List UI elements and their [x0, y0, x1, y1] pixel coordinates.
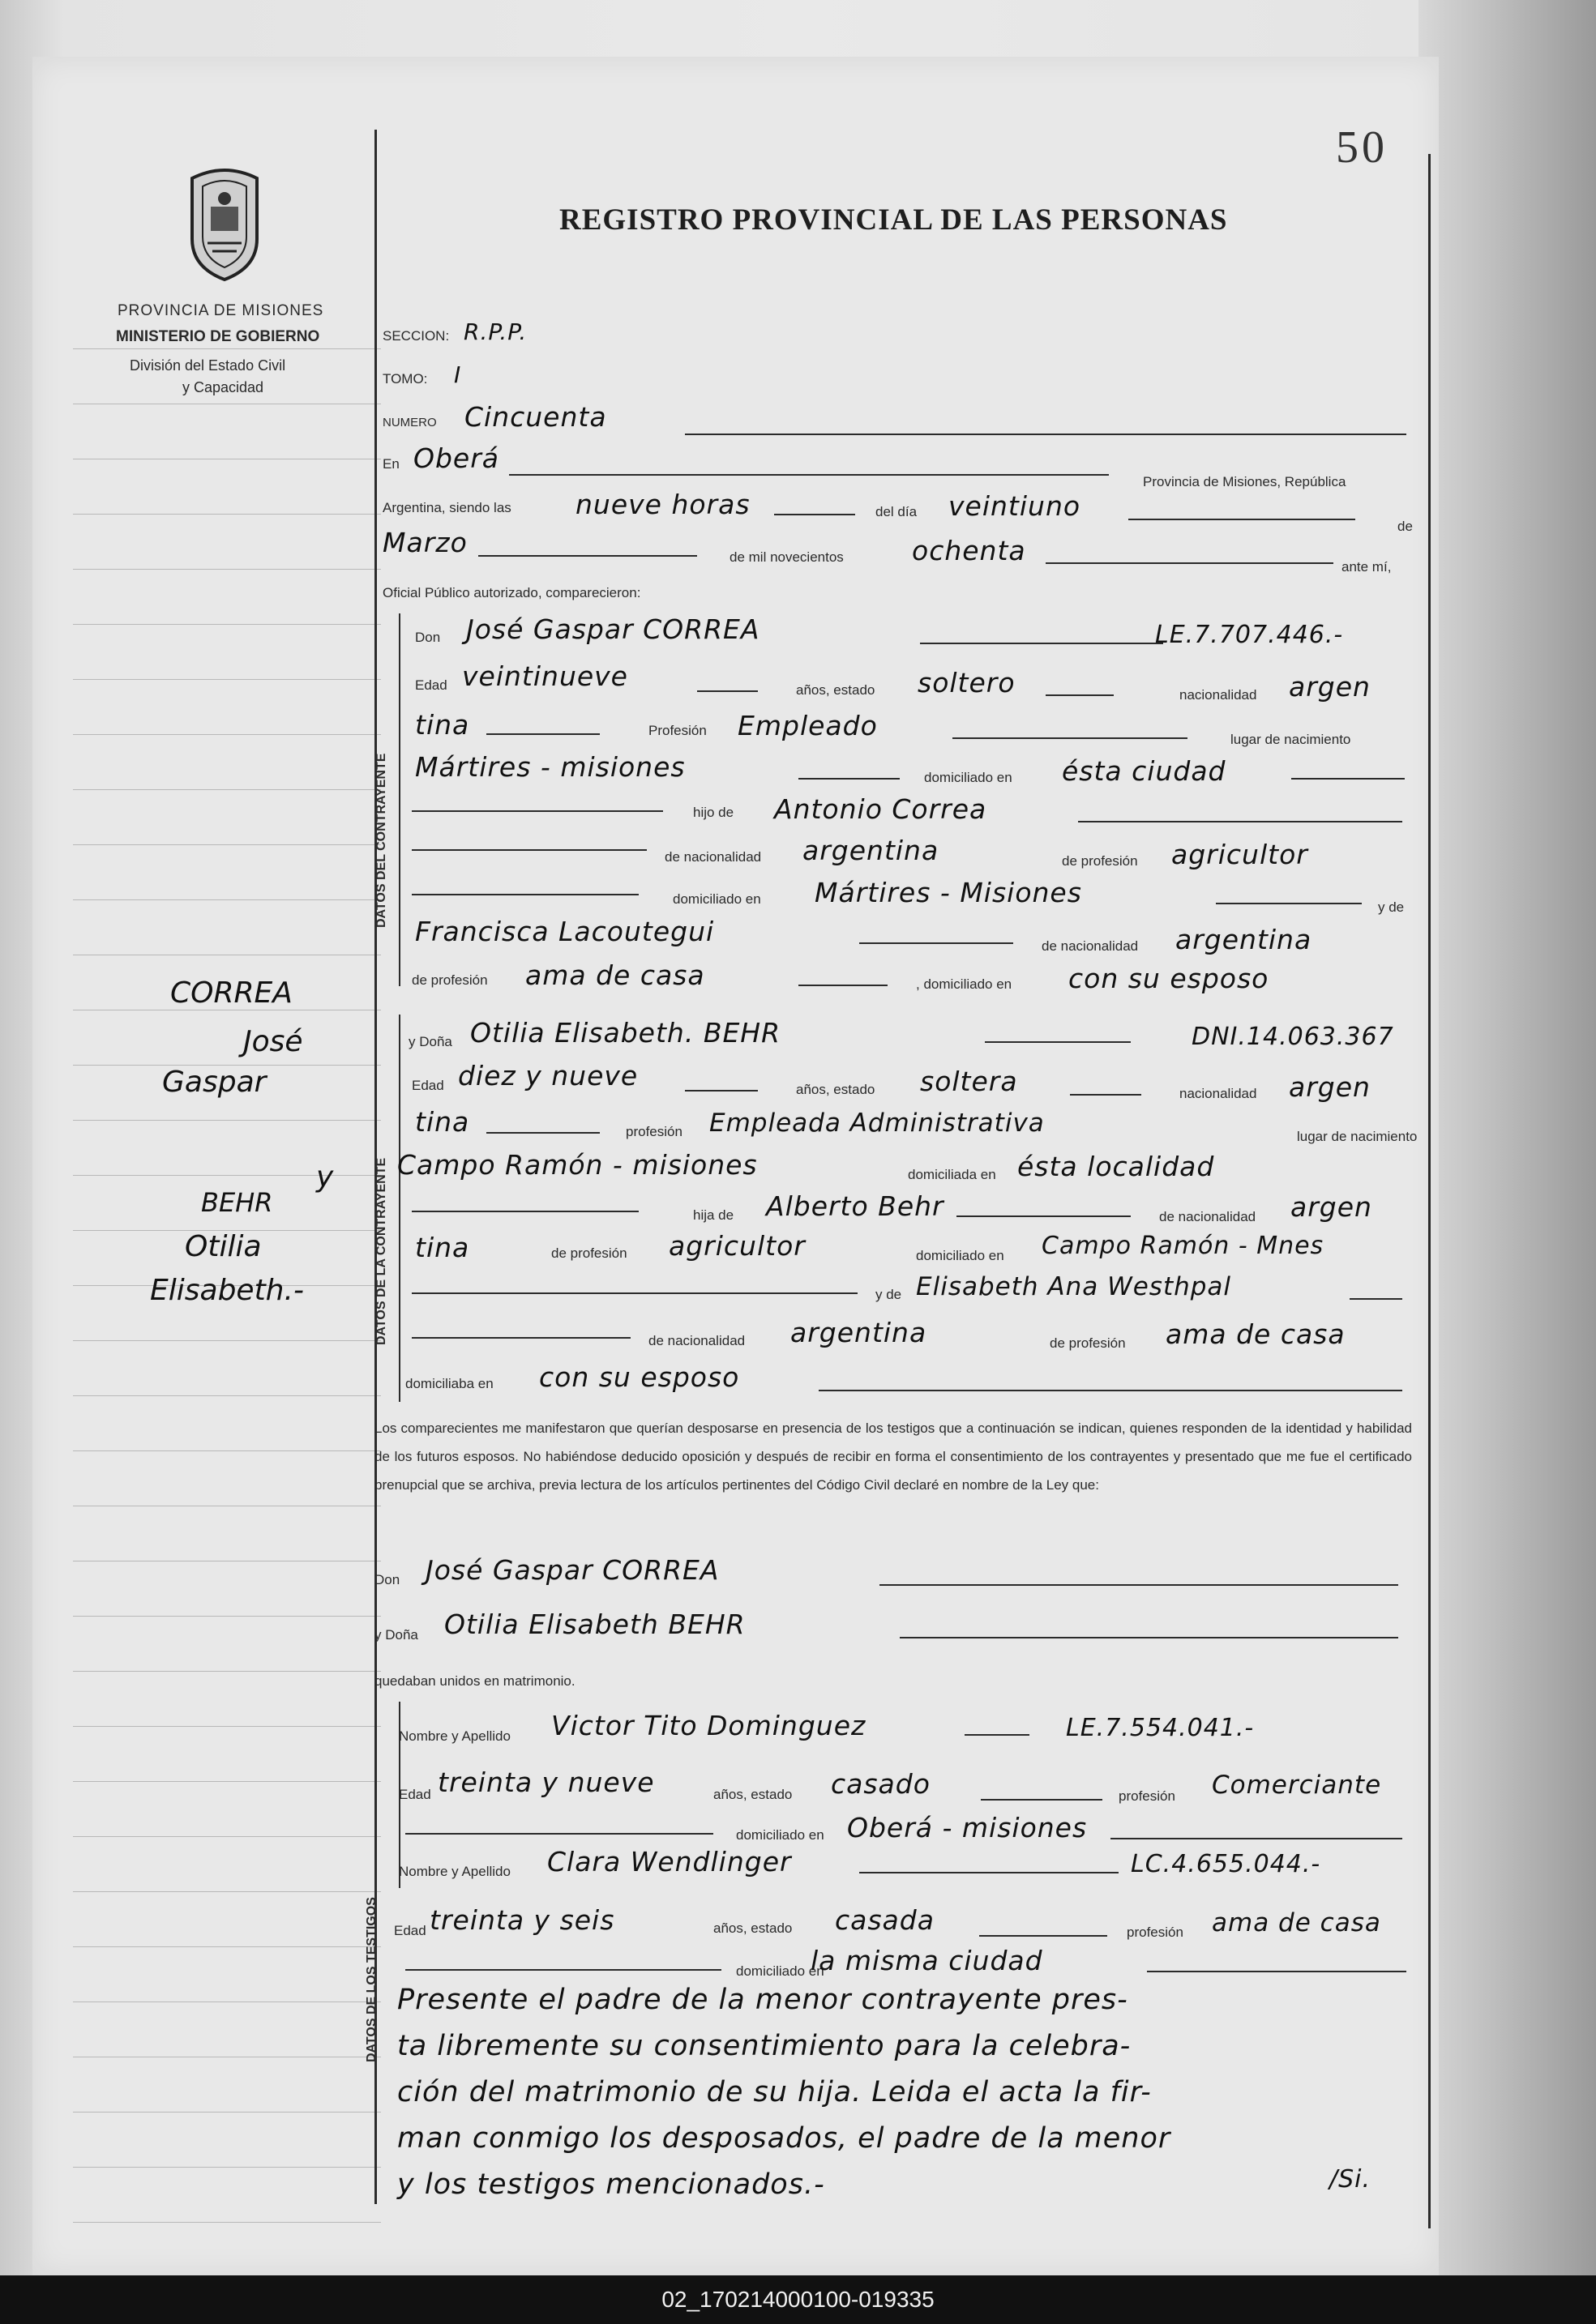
bride-nac-label: nacionalidad — [1179, 1086, 1257, 1101]
w2-name-fill — [859, 1872, 1119, 1873]
image-id-bar — [0, 2275, 1596, 2324]
bride-lugar: Campo Ramón - misiones — [397, 1149, 758, 1181]
bride-madre-fill — [1350, 1298, 1402, 1300]
groom-madre-prof-label: de profesión — [412, 972, 488, 988]
bride-madre-dom: con su esposo — [539, 1361, 740, 1393]
statement-groom-fill — [879, 1584, 1398, 1586]
org-province: PROVINCIA DE MISIONES — [118, 302, 324, 319]
groom-lugar-fill — [798, 778, 900, 780]
note-end: /Si. — [1329, 2165, 1371, 2194]
w2-dom-label: domiciliado en — [736, 1963, 824, 1979]
bride-edad: diez y nueve — [458, 1060, 639, 1092]
statement-don-label: Don — [374, 1572, 400, 1587]
bride-document: DNI.14.063.367 — [1192, 1023, 1394, 1051]
bride-prof-label: profesión — [626, 1124, 682, 1139]
note-line-4: man conmigo los desposados, el padre de la menor — [397, 2122, 1171, 2155]
w1-name-fill — [965, 1734, 1029, 1736]
bride-madre-nac-label: de nacionalidad — [648, 1333, 746, 1348]
image-id: 02_170214000100-019335 — [661, 2287, 935, 2312]
margin-groom-surname: CORREA — [170, 976, 293, 1010]
numero-label: NUMERO — [383, 416, 437, 429]
bride-padre-prof: agricultor — [669, 1230, 806, 1262]
groom-anos-label: años, estado — [796, 682, 875, 698]
w2-document: LC.4.655.044.- — [1131, 1850, 1321, 1878]
bride-padre-nac-cont: tina — [415, 1232, 470, 1263]
de-label: de — [1397, 519, 1413, 534]
statement-text: Los comparecientes me manifestaron que querían desposarse en presencia de los testigos que a continuación se indican, quienes responden de la identidad y habilidad de los futuros esposos. No habiéndose deducido oposición y después de recibir en forma el consentimiento de los contrayentes y presentado que me fue el certificado prenupcial que se archiva, previa lectura de los artículos pertinentes del Código Civil declaré en nombre de la Ley que: — [374, 1420, 1412, 1493]
w1-edad-label: Edad — [399, 1787, 431, 1802]
w2-dom: la misma ciudad — [811, 1945, 1043, 1976]
bride-padre-dom-label: domiciliado en — [916, 1248, 1004, 1263]
anio-fill-line — [1046, 562, 1333, 564]
bride-padre-fill — [956, 1215, 1131, 1217]
note-line-1: Presente el padre de la menor contrayente pres- — [397, 1984, 1128, 2016]
bride-dona-label: y Doña — [409, 1034, 452, 1049]
w1-dom-label: domiciliado en — [736, 1827, 824, 1843]
margin-groom-name2: Gaspar — [162, 1066, 267, 1099]
groom-name-fill — [920, 643, 1163, 644]
w2-label: Nombre y Apellido — [399, 1864, 511, 1879]
w1-document: LE.7.554.041.- — [1066, 1714, 1255, 1742]
bride-madre-fill-pre — [412, 1292, 858, 1294]
groom-dom: ésta ciudad — [1062, 755, 1226, 787]
groom-nac-fill — [486, 733, 600, 735]
groom-estado-fill — [1046, 694, 1114, 696]
bride-name-fill — [985, 1041, 1131, 1043]
bride-padre: Alberto Behr — [766, 1190, 944, 1222]
en-label: En — [383, 456, 400, 472]
anio-value: ochenta — [912, 535, 1026, 566]
org-capacity: y Capacidad — [182, 379, 264, 395]
w2-edad: treinta y seis — [430, 1904, 615, 1936]
groom-padre-dom-label: domiciliado en — [673, 891, 761, 907]
w2-prof-label: profesión — [1127, 1925, 1183, 1940]
groom-padre-nac: argentina — [802, 835, 939, 866]
witness-section-label: DATOS DE LOS TESTIGOS — [365, 1897, 379, 2062]
groom-estado: soltero — [918, 667, 1016, 698]
bride-nac-cont: tina — [415, 1106, 470, 1138]
tomo-label: TOMO: — [383, 371, 428, 387]
bride-padre-prof-label: de profesión — [551, 1245, 627, 1261]
dia-fill-line — [1128, 519, 1355, 520]
mes-value: Marzo — [383, 527, 468, 558]
w2-estado-fill — [979, 1935, 1107, 1937]
statement-bride: Otilia Elisabeth BEHR — [444, 1608, 746, 1640]
groom-lugar-label: lugar de nacimiento — [1230, 732, 1351, 747]
note-line-3: ción del matrimonio de su hija. Leida el acta la fir- — [397, 2076, 1152, 2108]
groom-prof-label: Profesión — [648, 723, 707, 738]
bride-nac: argen — [1289, 1071, 1371, 1103]
groom-name: José Gaspar CORREA — [466, 613, 760, 645]
seccion-label: SECCION: — [383, 328, 450, 344]
groom-madre-dom: con su esposo — [1068, 963, 1269, 994]
groom-madre-fill — [859, 942, 1013, 944]
statement-bride-fill — [900, 1637, 1398, 1638]
w2-estado: casada — [835, 1904, 935, 1936]
bride-dom: ésta localidad — [1017, 1151, 1215, 1182]
org-ministry: MINISTERIO DE GOBIERNO — [116, 328, 320, 345]
margin-bride-name1: Otilia — [185, 1230, 262, 1263]
bride-madre-dom-label: domiciliaba en — [405, 1376, 494, 1391]
bride-section-label: DATOS DE LA CONTRAYENTE — [374, 1157, 388, 1345]
groom-dom-fill — [1291, 778, 1405, 780]
coat-of-arms-seal — [180, 162, 269, 284]
w1-dom-fill — [1110, 1838, 1402, 1839]
w2-anos-label: años, estado — [713, 1920, 793, 1936]
statement-groom: José Gaspar CORREA — [426, 1554, 720, 1586]
groom-padre-fill — [1078, 821, 1402, 822]
w2-dom-fill — [1147, 1971, 1406, 1972]
margin-bride-name2: Elisabeth.- — [150, 1274, 304, 1307]
w1-prof: Comerciante — [1212, 1771, 1382, 1800]
bride-nac-fill — [486, 1132, 600, 1134]
groom-nac-cont: tina — [415, 709, 470, 741]
bride-madre-nac-fill-pre — [412, 1337, 631, 1339]
bride-y-de-label: y de — [875, 1287, 902, 1302]
groom-bracket — [399, 613, 400, 986]
groom-don-label: Don — [415, 630, 441, 645]
bride-estado: soltera — [920, 1066, 1018, 1097]
w2-name: Clara Wendlinger — [547, 1846, 792, 1878]
w1-edad: treinta y nueve — [438, 1766, 655, 1798]
margin-groom-name1: José — [243, 1025, 303, 1058]
provincia-label: Provincia de Misiones, República — [1143, 474, 1346, 489]
horas-value: nueve horas — [576, 489, 751, 520]
groom-lugar: Mártires - misiones — [415, 751, 686, 783]
w1-label: Nombre y Apellido — [399, 1728, 511, 1744]
w2-edad-label: Edad — [394, 1923, 426, 1938]
groom-y-de-label: y de — [1378, 899, 1405, 915]
right-column-rule — [1428, 154, 1431, 2228]
unidos-label: quedaban unidos en matrimonio. — [374, 1673, 576, 1689]
bride-dom-label: domiciliada en — [908, 1167, 996, 1182]
w1-estado: casado — [831, 1768, 931, 1800]
groom-edad-label: Edad — [415, 677, 447, 693]
groom-edad-fill — [697, 690, 758, 692]
bride-madre-dom-fill — [819, 1390, 1402, 1391]
bride-hija-fill-pre — [412, 1211, 639, 1212]
groom-madre: Francisca Lacoutegui — [415, 916, 715, 947]
tomo-value: I — [454, 361, 462, 388]
note-line-5: y los testigos mencionados.- — [397, 2168, 825, 2201]
bride-edad-label: Edad — [412, 1078, 444, 1093]
groom-nac: argen — [1289, 671, 1371, 703]
bride-padre-dom: Campo Ramón - Mnes — [1042, 1232, 1324, 1260]
dia-value: veintiuno — [948, 490, 1081, 522]
bride-hija-label: hija de — [693, 1207, 734, 1223]
bride-madre: Elisabeth Ana Westhpal — [916, 1272, 1232, 1301]
bride-estado-fill — [1070, 1094, 1141, 1096]
margin-conjunction: y — [316, 1160, 334, 1194]
book-edge — [1418, 0, 1596, 2275]
mes-fill-line — [478, 555, 697, 557]
lugar-value: Oberá — [413, 442, 500, 474]
numero-fill-line — [685, 434, 1406, 435]
groom-hijo-label: hijo de — [693, 805, 734, 820]
numero-value: Cincuenta — [464, 401, 607, 433]
bride-madre-prof: ama de casa — [1166, 1318, 1346, 1350]
org-division: División del Estado Civil — [130, 357, 286, 374]
w2-dom-fill-pre — [405, 1969, 721, 1971]
margin-bride-surname: BEHR — [201, 1187, 273, 1218]
w1-estado-fill — [981, 1799, 1102, 1801]
w1-prof-label: profesión — [1119, 1788, 1175, 1804]
bride-bracket — [399, 1015, 400, 1402]
groom-madre-nac-label: de nacionalidad — [1042, 938, 1139, 954]
groom-madre-prof-fill — [798, 985, 888, 986]
folio-number: 50 — [1336, 122, 1388, 173]
horas-fill-line — [774, 514, 855, 515]
groom-edad: veintinueve — [462, 660, 628, 692]
groom-madre-nac: argentina — [1175, 924, 1312, 955]
groom-padre-nac-label: de nacionalidad — [665, 849, 762, 865]
groom-madre-prof: ama de casa — [525, 959, 705, 991]
statement-dona-label: y Doña — [374, 1627, 418, 1643]
w1-dom-fill-pre — [405, 1833, 713, 1835]
groom-padre-dom-fill-pre — [412, 894, 639, 895]
bride-edad-fill — [685, 1090, 758, 1092]
seccion-value: R.P.P. — [464, 318, 528, 345]
page-title: REGISTRO PROVINCIAL DE LAS PERSONAS — [559, 203, 1228, 237]
bride-padre-nac-label: de nacionalidad — [1159, 1209, 1256, 1224]
mil-label: de mil novecientos — [730, 549, 844, 565]
groom-hijo-fill-pre — [412, 810, 663, 812]
dia-label: del día — [875, 504, 918, 519]
groom-section-label: DATOS DEL CONTRAYENTE — [374, 753, 388, 928]
bride-padre-nac: argen — [1290, 1191, 1372, 1223]
groom-padre: Antonio Correa — [774, 793, 987, 825]
groom-padre-prof: agricultor — [1171, 839, 1308, 870]
oficial-label: Oficial Público autorizado, comparecieron: — [383, 585, 641, 600]
w2-prof: ama de casa — [1212, 1908, 1381, 1937]
w1-dom: Oberá - misiones — [847, 1812, 1088, 1843]
groom-prof: Empleado — [738, 710, 878, 741]
groom-nac-label: nacionalidad — [1179, 687, 1257, 703]
bride-madre-nac: argentina — [790, 1317, 927, 1348]
groom-prof-fill — [952, 737, 1187, 739]
bride-name: Otilia Elisabeth. BEHR — [470, 1017, 781, 1049]
bride-prof: Empleada Administrativa — [709, 1109, 1045, 1138]
lugar-fill-line — [509, 474, 1109, 476]
groom-padre-dom-fill — [1216, 903, 1362, 904]
note-line-2: ta libremente su consentimiento para la celebra- — [397, 2030, 1132, 2062]
bride-anos-label: años, estado — [796, 1082, 875, 1097]
groom-padre-prof-label: de profesión — [1062, 853, 1138, 869]
bride-madre-prof-label: de profesión — [1050, 1335, 1126, 1351]
groom-padre-dom: Mártires - Misiones — [815, 877, 1082, 908]
argentina-label: Argentina, siendo las — [383, 500, 511, 515]
ante-label: ante mí, — [1341, 559, 1392, 575]
bride-lugar-label: lugar de nacimiento — [1297, 1129, 1418, 1144]
groom-padre-nac-fill-pre — [412, 849, 647, 851]
w1-name: Victor Tito Dominguez — [551, 1710, 866, 1741]
w1-anos-label: años, estado — [713, 1787, 793, 1802]
groom-dom-label: domiciliado en — [924, 770, 1012, 785]
groom-madre-dom-label: , domiciliado en — [916, 976, 1012, 992]
groom-document: LE.7.707.446.- — [1155, 621, 1344, 649]
